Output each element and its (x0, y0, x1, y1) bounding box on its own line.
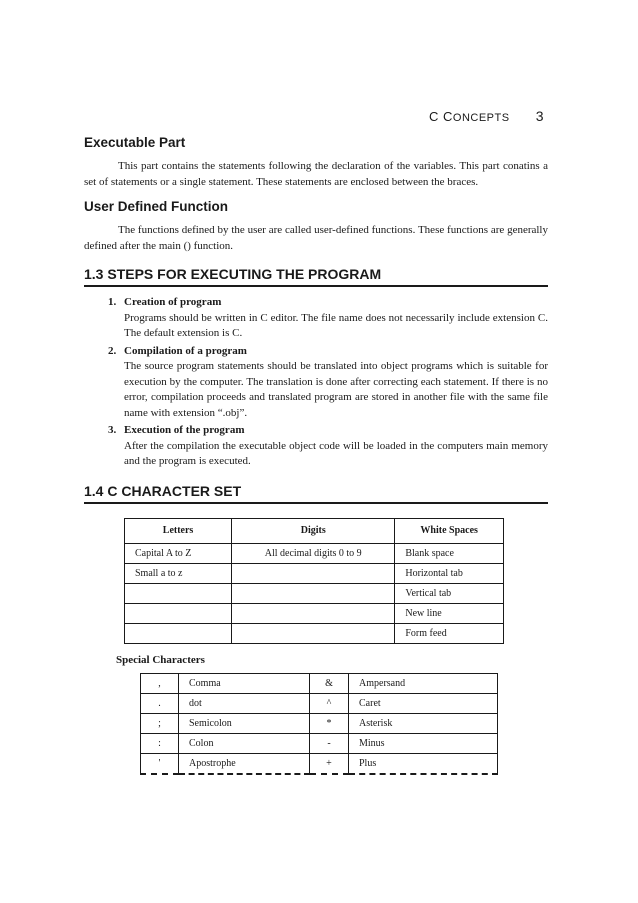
executable-part-text: This part contains the statements following the declaration of the variables. This part conatins a set of statements or a single statement. These statements are enclosed between the braces. (84, 160, 548, 188)
column-header-white-spaces: White Spaces (395, 518, 504, 543)
table-cell (232, 563, 395, 583)
symbol-name-cell: Comma (179, 673, 310, 693)
table-header-row (125, 518, 504, 543)
character-set-section (84, 483, 548, 775)
column-header-digits: Digits (232, 518, 395, 543)
user-defined-function-section (84, 199, 548, 254)
symbol-name-cell: Asterisk (349, 713, 498, 733)
user-defined-function-text: The functions defined by the user are called user-defined functions. These functions are generally defined after the main () function. (84, 224, 548, 252)
symbol-cell: ' (141, 753, 179, 774)
column-header-letters: Letters (125, 518, 232, 543)
table-cell: Small a to z (125, 563, 232, 583)
character-set-table (124, 518, 504, 644)
user-defined-function-heading: User Defined Function (84, 199, 229, 214)
table-cell: Form feed (395, 623, 504, 643)
table-cell: Horizontal tab (395, 563, 504, 583)
steps-section (84, 266, 548, 470)
table-row (125, 623, 504, 643)
table-cell: All decimal digits 0 to 9 (232, 543, 395, 563)
symbol-name-cell: Minus (349, 733, 498, 753)
symbol-name-cell: Plus (349, 753, 498, 774)
symbol-cell: : (141, 733, 179, 753)
header-title: C CONCEPTS (428, 109, 510, 124)
symbol-cell: * (310, 713, 349, 733)
symbol-name-cell: Ampersand (349, 673, 498, 693)
table-cell (125, 583, 232, 603)
table-cell (232, 603, 395, 623)
table-row (125, 603, 504, 623)
table-cell (125, 623, 232, 643)
table-cell: New line (395, 603, 504, 623)
special-characters-heading: Special Characters (116, 653, 205, 666)
symbol-name-cell: Caret (349, 693, 498, 713)
table-cell (125, 603, 232, 623)
steps-list (84, 295, 548, 470)
symbol-cell: , (141, 673, 179, 693)
symbol-cell: ^ (310, 693, 349, 713)
page-content (84, 135, 548, 775)
character-set-heading: 1.4 C CHARACTER SET (84, 483, 548, 504)
table-cell: Vertical tab (395, 583, 504, 603)
symbol-name-cell: Colon (179, 733, 310, 753)
step-title: Compilation of a program (124, 344, 247, 357)
table-row (141, 713, 498, 733)
symbol-cell: & (310, 673, 349, 693)
table-row (141, 753, 498, 774)
table-row (141, 673, 498, 693)
symbol-cell: - (310, 733, 349, 753)
table-cell (232, 623, 395, 643)
symbol-name-cell: Semicolon (179, 713, 310, 733)
table-cell (232, 583, 395, 603)
symbol-cell: + (310, 753, 349, 774)
page-number: 3 (535, 108, 544, 124)
symbol-name-cell: Apostrophe (179, 753, 310, 774)
step-title: Execution of the program (124, 424, 245, 436)
table-row (125, 583, 504, 603)
table-row (125, 563, 504, 583)
steps-heading: 1.3 STEPS FOR EXECUTING THE PROGRAM (84, 266, 548, 287)
step-title: Creation of program (124, 296, 222, 308)
executable-part-section (84, 135, 548, 190)
symbol-name-cell: dot (179, 693, 310, 713)
step-description: After the compilation the executable object code will be loaded in the computers main memory and the program is executed. (124, 439, 548, 467)
table-cell: Blank space (395, 543, 504, 563)
table-cell: Capital A to Z (125, 543, 232, 563)
step-item: 1. Creation of program Programs should be written in C editor. The file name does not necessarily include extension C. The default extension is C. (84, 295, 548, 342)
executable-part-heading: Executable Part (84, 135, 186, 150)
table-row (141, 733, 498, 753)
step-item: 3. Execution of the program After the compilation the executable object code will be loaded in the computers main memory and the program is executed. (84, 423, 548, 470)
symbol-cell: . (141, 693, 179, 713)
table-row (125, 543, 504, 563)
running-header (429, 108, 544, 124)
symbol-cell: ; (141, 713, 179, 733)
table-row (141, 693, 498, 713)
step-description: Programs should be written in C editor. The file name does not necessarily include extension C. The default extension is C. (124, 311, 548, 339)
step-description: The source program statements should be translated into object programs which is suitable for execution by the computer. The translation is done after correcting each statement. If there is no error, compilation proceeds and translated program are stored in another file with the same file name with extension “.obj”. (124, 360, 548, 419)
step-item: 2. Compilation of a program The source program statements should be translated into object programs which is suitable for execution by the computer. The translation is done after correcting each statement. If there is no error, compilation proceeds and translated program are stored in another file with the same file name with extension “.obj”. (84, 344, 548, 422)
special-characters-table (140, 673, 498, 775)
